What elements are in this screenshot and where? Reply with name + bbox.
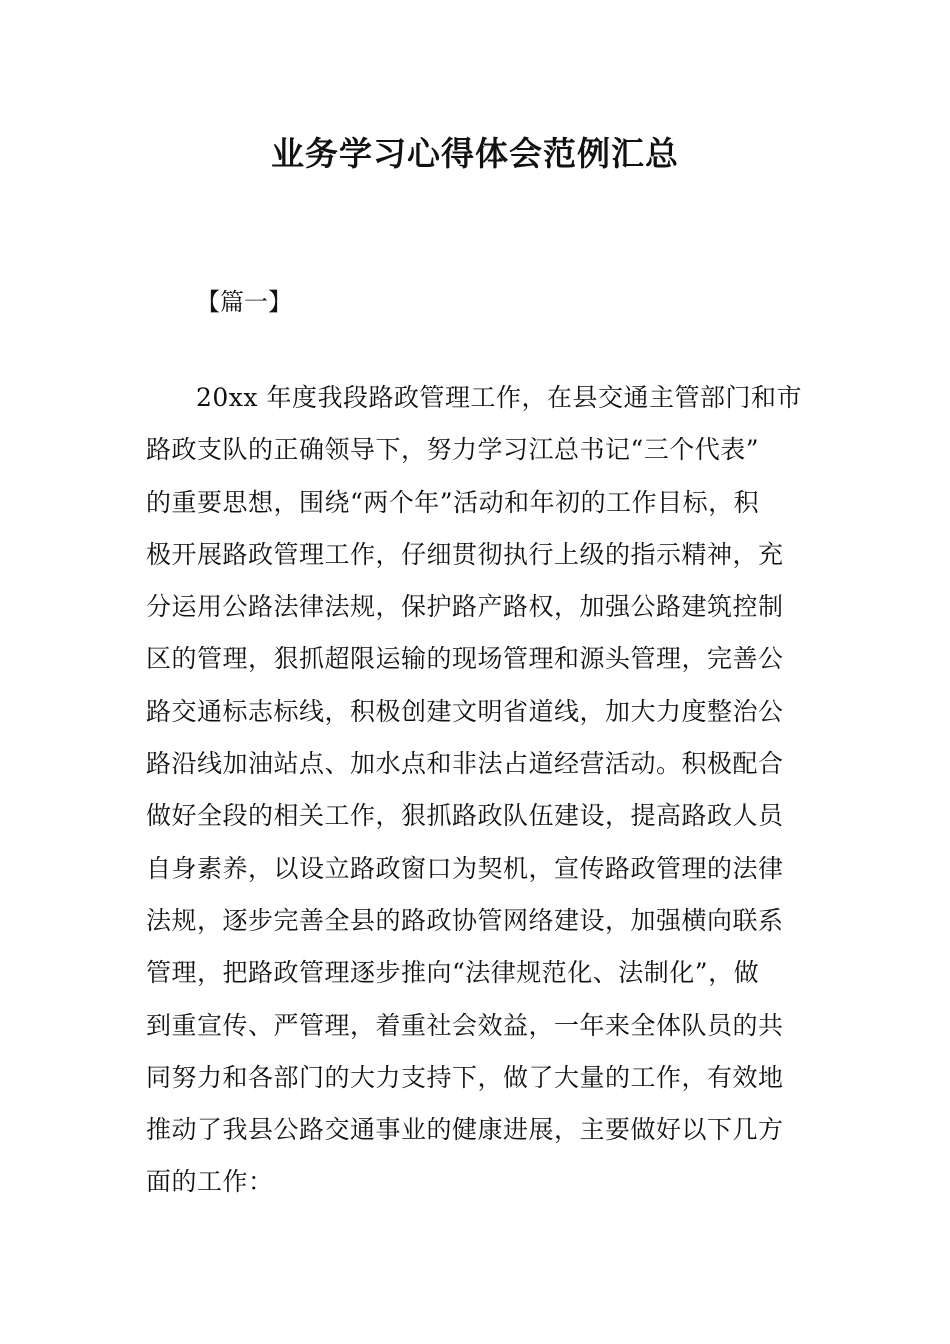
body-paragraph	[146, 378, 808, 1215]
paragraph-line: 法规，逐步完善全县的路政协管网络建设，加强横向联系	[146, 905, 784, 935]
paragraph-line: 到重宣传、严管理，着重社会效益，一年来全体队员的共	[146, 1010, 784, 1040]
paragraph-line: 路政支队的正确领导下，努力学习江总书记“三个代表”	[146, 435, 760, 465]
paragraph-line: 做好全段的相关工作，狠抓路政队伍建设，提高路政人员	[146, 801, 784, 831]
paragraph-line: 同努力和各部门的大力支持下，做了大量的工作，有效地	[146, 1062, 784, 1092]
paragraph-line: 自身素养，以设立路政窗口为契机，宣传路政管理的法律	[146, 853, 784, 883]
paragraph-line: 分运用公路法律法规，保护路产路权，加强公路建筑控制	[146, 592, 784, 622]
paragraph-line: 路沿线加油站点、加水点和非法占道经营活动。积极配合	[146, 749, 784, 779]
paragraph-line: 20xx 年度我段路政管理工作，在县交通主管部门和市	[196, 383, 802, 412]
document-title: 业务学习心得体会范例汇总	[271, 134, 679, 173]
paragraph-line: 区的管理，狠抓超限运输的现场管理和源头管理，完善公	[146, 644, 784, 674]
paragraph-line: 推动了我县公路交通事业的健康进展，主要做好以下几方	[146, 1115, 784, 1145]
section-heading: 【篇一】	[196, 288, 292, 316]
paragraph-line: 面的工作：	[146, 1167, 274, 1197]
paragraph-line: 路交通标志标线，积极创建文明省道线，加大力度整治公	[146, 696, 784, 726]
paragraph-line: 的重要思想，围绕“两个年”活动和年初的工作目标，积	[146, 487, 760, 517]
paragraph-line: 管理，把路政管理逐步推向“法律规范化、法制化”，做	[146, 958, 760, 988]
paragraph-line: 极开展路政管理工作，仔细贯彻执行上级的指示精神，充	[146, 539, 784, 569]
